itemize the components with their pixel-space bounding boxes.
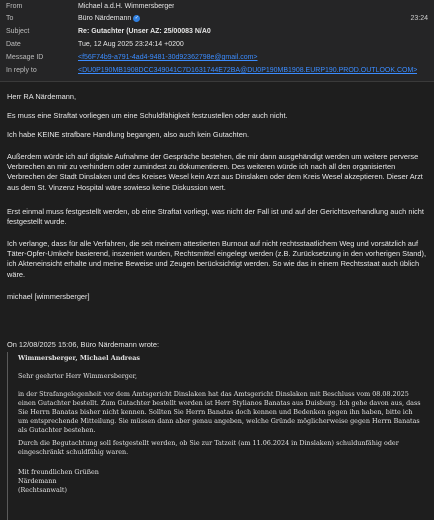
subject-label: Subject — [6, 28, 30, 35]
message-time: 23:24 — [410, 15, 428, 22]
verified-check-icon: ✓ — [134, 14, 139, 21]
quote-sender: Wimmersberger, Michael Andreas — [18, 354, 140, 362]
body-paragraph-5: Ich verlange, dass für alle Verfahren, die seit meinem attestierten Burnout auf nicht rechtsstaatlichem Weg und vorsätzlich auf Täter-Opfer-Umkehr basierend, inszeniert wurden, Rechtsmittel eingelegt werden (z.B. Zurücksetzung in den vorherigen Stand), ich Akteneinsicht erhalte und meine Beweise und Zeugen berücksichtigt werden. So wie das in einem Rechtsstaat auch üblich wäre. — [7, 239, 427, 279]
body-paragraph-4: Erst einmal muss festgestellt werden, ob eine Straftat vorliegt, was nicht der Fall ist und auf der Gerichtsverhandlung auch nicht festgestellt wurde. — [7, 207, 424, 227]
subject-row — [0, 26, 434, 38]
date-value: Tue, 12 Aug 2025 23:24:14 +0200 — [78, 41, 184, 48]
from-label: From — [6, 3, 23, 10]
salutation: Herr RA Närdemann, — [7, 92, 77, 101]
quote-greeting: Sehr geehrter Herr Wimmersberger, — [18, 372, 138, 380]
body-paragraph-1: Es muss eine Straftat vorliegen um eine Schuldfähigkeit festzustellen oder auch nicht. — [7, 111, 288, 120]
quote-closing-1: Mit freundlichen Grüßen — [18, 468, 99, 476]
message-id-row — [0, 52, 434, 64]
in-reply-to-label: In reply to — [6, 67, 37, 74]
body-paragraph-3: Außerdem würde ich auf digitale Aufnahme der Gespräche bestehen, die mir dann ausgehändigt werden um weitere perverse Verbrechen an mir zu verhindern oder zumindest zu dokumentieren. Des weiteren würde ich nach all den organisierten Verbrechen der Stadt Dinslaken und des Kreises Wesel kein Arzt aus Dinslaken oder dem Kreis Wesel akzeptieren. Dieser Arzt aus dem St. Vinzenz Hospital wäre sowieso keine Diskussion wert. — [7, 152, 423, 192]
in-reply-to-row — [0, 65, 434, 77]
date-row — [0, 39, 434, 51]
to-row — [0, 13, 434, 25]
quote-paragraph-1: in der Strafangelegenheit vor dem Amtsgericht Dinslaken hat das Amtsgericht Dinslaken mit Beschluss vom 08.08.2025 einen Gutachter bestellt. Zum Gutachter bestellt worden ist Herr Stylianos Banatas aus Duisburg. Ich gehe davon aus, dass Sie Herrn Banatas bisher nicht kennen. Sollten Sie Herrn Banatas doch kennen und Bedenken gegen ihn haben, bitte ich um entsprechende Mitteilung. Sie müssen dann aber genau angeben, welche Gründe möglicherweise gegen Herrn Banatas als Gutachter bestehen. — [18, 390, 421, 434]
message-id-label: Message ID — [6, 54, 44, 61]
from-value[interactable]: Michael a.d.H. Wimmersberger — [78, 3, 175, 10]
to-label: To — [6, 15, 14, 22]
in-reply-to-link[interactable]: <DU0P190MB1908DCC349041C7D1631744E72BA@DU0P190MB1908.EURP190.PROD.OUTLOOK.COM> — [78, 67, 418, 74]
quote-header: On 12/08/2025 15:06, Büro Närdemann wrote: — [7, 340, 160, 349]
subject-value: Re: Gutachter (Unser AZ: 25/00083 N/A0 — [78, 28, 211, 35]
message-body — [0, 82, 434, 520]
from-row — [0, 1, 434, 13]
to-value-wrap[interactable] — [78, 13, 140, 25]
body-paragraph-2: Ich habe KEINE strafbare Handlung begangen, also auch kein Gutachten. — [7, 130, 250, 139]
quoted-message — [7, 352, 427, 520]
message-header — [0, 0, 434, 82]
quote-closing-2: Närdemann — [18, 477, 57, 485]
quote-paragraph-2: Durch die Begutachtung soll festgestellt werden, ob Sie zur Tatzeit (am 11.06.2024 in Dinslaken) schuldunfähig oder eingeschränkt schuldfähig waren. — [18, 439, 399, 456]
date-label: Date — [6, 41, 21, 48]
quote-closing-3: (Rechtsanwalt) — [18, 486, 67, 494]
message-id-link[interactable]: <f56F74b9-a791-4ad4-9481-30d92362798e@gmail.com> — [78, 54, 258, 61]
to-value[interactable]: Büro Närdemann — [78, 15, 132, 22]
signature: michael [wimmersberger] — [7, 292, 90, 301]
